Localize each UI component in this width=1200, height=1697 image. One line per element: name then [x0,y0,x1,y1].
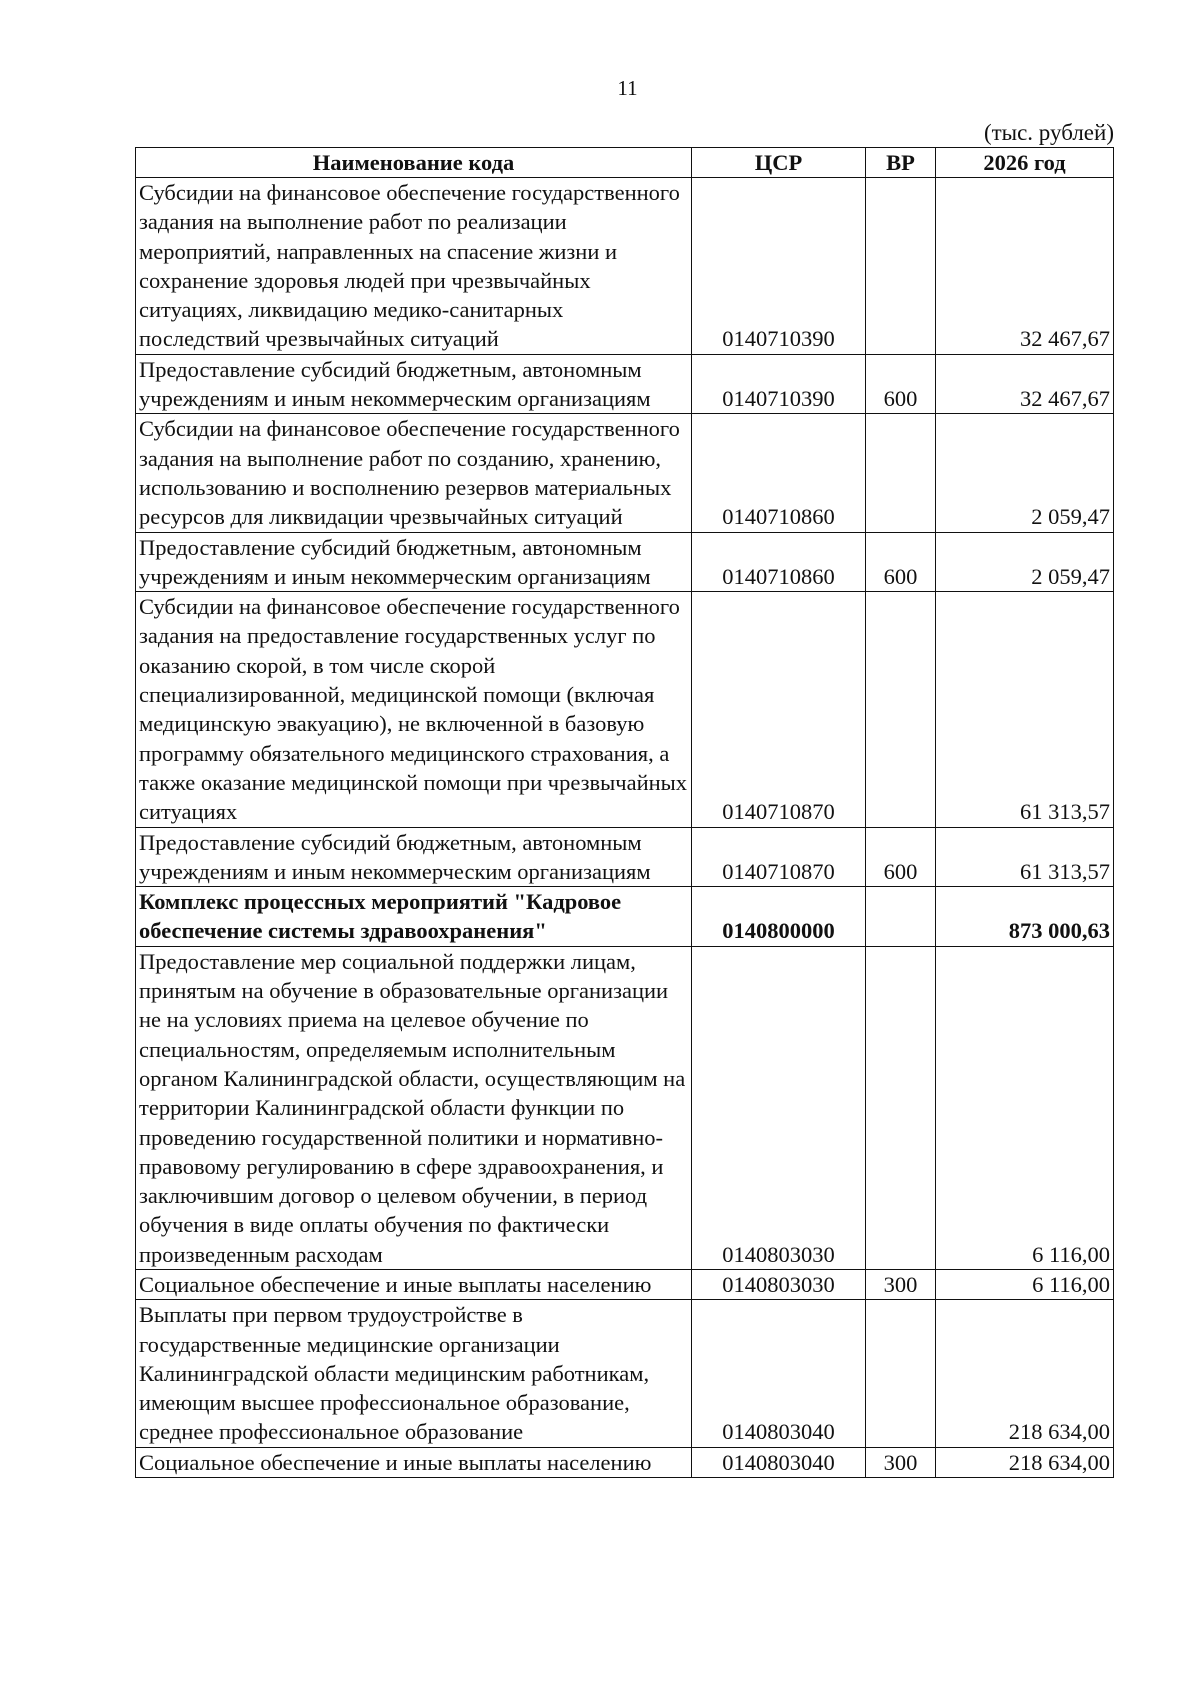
table-header-row [136,148,1114,178]
row-amount-cell: 218 634,00 [936,1300,1114,1447]
row-csr-cell: 0140800000 [692,887,866,947]
row-name-cell: Субсидии на финансовое обеспечение государственного задания на выполнение работ по реализации мероприятий, направленных на спасение жизни и сохранение здоровья людей при чрезвычайных ситуациях, ликвидацию медико-санитарных последствий чрезвычайных ситуаций [136,178,692,355]
row-amount-cell: 2 059,47 [936,532,1114,592]
table-row [136,354,1114,414]
table-row [136,1269,1114,1299]
column-header-vr: ВР [866,148,936,178]
table-body [136,178,1114,1478]
row-name-cell: Комплекс процессных мероприятий "Кадровое обеспечение системы здравоохранения" [136,887,692,947]
table-row [136,946,1114,1269]
row-vr-cell: 300 [866,1447,936,1477]
row-name-cell: Предоставление субсидий бюджетным, автономным учреждениям и иным некоммерческим организациям [136,532,692,592]
table-row [136,887,1114,947]
table-row [136,532,1114,592]
row-name-cell: Субсидии на финансовое обеспечение государственного задания на выполнение работ по созданию, хранению, использованию и восполнению резервов материальных ресурсов для ликвидации чрезвычайных ситуаций [136,414,692,532]
row-vr-cell: 600 [866,532,936,592]
row-csr-cell: 0140803040 [692,1300,866,1447]
row-name-cell: Предоставление мер социальной поддержки лицам, принятым на обучение в образовательные организации не на условиях приема на целевое обучение по специальностям, определяемым исполнительным органом Калининградской области, осуществляющим на территории Калининградской области функции по проведению государственной политики и нормативно-правовому регулированию в сфере здравоохранения, и заключившим договор о целевом обучении, в период обучения в виде оплаты обучения по фактически произведенным расходам [136,946,692,1269]
table-row [136,414,1114,532]
row-amount-cell: 32 467,67 [936,178,1114,355]
table-row [136,827,1114,887]
row-amount-cell: 32 467,67 [936,354,1114,414]
row-name-cell: Предоставление субсидий бюджетным, автономным учреждениям и иным некоммерческим организациям [136,354,692,414]
row-vr-cell [866,887,936,947]
row-amount-cell: 6 116,00 [936,946,1114,1269]
row-vr-cell: 600 [866,354,936,414]
row-name-cell: Социальное обеспечение и иные выплаты населению [136,1447,692,1477]
row-vr-cell [866,946,936,1269]
row-vr-cell: 300 [866,1269,936,1299]
row-amount-cell: 218 634,00 [936,1447,1114,1477]
column-header-name: Наименование кода [136,148,692,178]
row-csr-cell: 0140710860 [692,532,866,592]
row-csr-cell: 0140710870 [692,827,866,887]
row-vr-cell: 600 [866,827,936,887]
row-vr-cell [866,1300,936,1447]
row-amount-cell: 61 313,57 [936,827,1114,887]
row-name-cell: Субсидии на финансовое обеспечение государственного задания на предоставление государственных услуг по оказанию скорой, в том числе скорой специализированной, медицинской помощи (включая медицинскую эвакуацию), не включенной в базовую программу обязательного медицинского страхования, а также оказание медицинской помощи при чрезвычайных ситуациях [136,592,692,827]
column-header-year: 2026 год [936,148,1114,178]
row-csr-cell: 0140803030 [692,946,866,1269]
table-row [136,178,1114,355]
row-amount-cell: 2 059,47 [936,414,1114,532]
table-row [136,592,1114,827]
row-csr-cell: 0140710860 [692,414,866,532]
budget-table [135,147,1114,1478]
row-amount-cell: 6 116,00 [936,1269,1114,1299]
row-csr-cell: 0140803040 [692,1447,866,1477]
row-name-cell: Социальное обеспечение и иные выплаты населению [136,1269,692,1299]
row-name-cell: Предоставление субсидий бюджетным, автономным учреждениям и иным некоммерческим организациям [136,827,692,887]
table-row [136,1447,1114,1477]
column-header-csr: ЦСР [692,148,866,178]
units-label: (тыс. рублей) [983,120,1114,145]
row-csr-cell: 0140803030 [692,1269,866,1299]
row-amount-cell: 61 313,57 [936,592,1114,827]
table-row [136,1300,1114,1447]
row-vr-cell [866,592,936,827]
page-number: 11 [617,76,638,100]
row-vr-cell [866,414,936,532]
row-csr-cell: 0140710390 [692,354,866,414]
row-vr-cell [866,178,936,355]
row-csr-cell: 0140710390 [692,178,866,355]
row-csr-cell: 0140710870 [692,592,866,827]
row-name-cell: Выплаты при первом трудоустройстве в государственные медицинские организации Калининградской области медицинским работникам, имеющим высшее профессиональное образование, среднее профессиональное образование [136,1300,692,1447]
row-amount-cell: 873 000,63 [936,887,1114,947]
